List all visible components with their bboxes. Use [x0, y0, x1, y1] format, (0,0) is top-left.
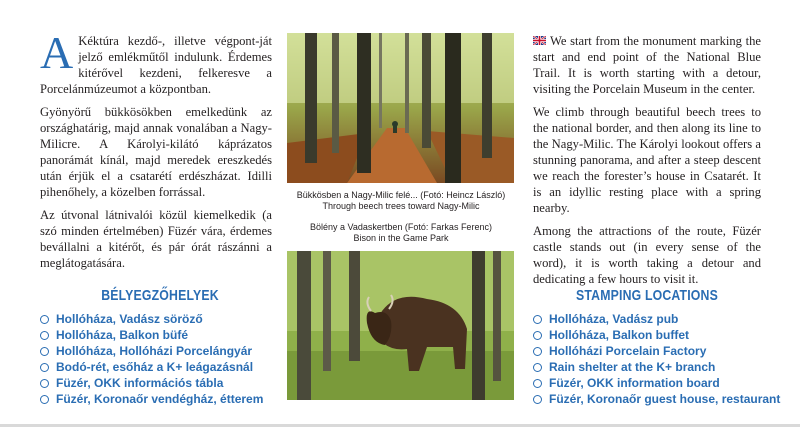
- hungarian-text-column: [40, 27, 272, 278]
- stamp-location-item: [533, 391, 780, 407]
- en-paragraph-1: [533, 33, 761, 97]
- en-paragraph-1-text: We start from the monument marking the start and end point of the National Blue Trail. It is worth starting with a detour, visiting the Porcelain Museum in the center.: [533, 34, 761, 96]
- hu-paragraph-2: Gyönyörű bükkösökben emelkedünk az országhatárig, majd annak vonalában a Nagy-Milicre. A Károlyi-kilátó káprázatos panorámát kínál, majd meredek ereszkedés után érjük el a csatarétí erdészházat. Idilli pihenőhely, a közelben forrással.: [40, 105, 272, 199]
- stamp-location-label: Füzér, Koronaőr vendégház, étterem: [56, 392, 264, 406]
- stamp-location-item: [40, 391, 263, 407]
- photo1-caption-en: Through beech trees toward Nagy-Milic: [322, 201, 480, 211]
- photo2-caption-hu: Bölény a Vadaskertben (Fotó: Farkas Ferenc): [310, 222, 492, 232]
- circle-bullet-icon: [533, 379, 542, 388]
- circle-bullet-icon: [533, 395, 542, 404]
- stamp-location-label: Rain shelter at the K+ branch: [549, 360, 716, 374]
- circle-bullet-icon: [533, 331, 542, 340]
- stamp-location-label: Hollóháza, Balkon buffet: [549, 328, 690, 342]
- stamp-location-item: [533, 327, 780, 343]
- en-stamps-list: [533, 311, 780, 407]
- stamp-location-item: [533, 359, 780, 375]
- circle-bullet-icon: [533, 347, 542, 356]
- en-paragraph-2: We climb through beautiful beech trees to the national border, and then along its line to the Nagy-Milic. The Károlyi lookout offers a stunning panorama, and after a steep descent we reach the forester’s house in Csatarét. It is an idyllic resting place with a spring nearby.: [533, 105, 761, 215]
- stamp-location-label: Hollóháza, Hollóházi Porcelángyár: [56, 344, 253, 358]
- stamp-location-item: [40, 327, 263, 343]
- uk-flag-icon: [533, 36, 546, 45]
- hu-paragraph-1-text: Kéktúra kezdő-, illetve végpont-ját jelző emlékműtől indulunk. Érdemes kitérővel kezdeni, felkeresve a Porcelánmúzeumot a központban.: [40, 34, 272, 96]
- stamp-location-item: [533, 375, 780, 391]
- en-stamps-heading: STAMPING LOCATIONS: [576, 287, 718, 304]
- stamp-location-label: Füzér, Koronaőr guest house, restaurant: [549, 392, 781, 406]
- photo2-caption: [276, 222, 526, 244]
- stamp-location-label: Hollóháza, Vadász söröző: [56, 312, 203, 326]
- hu-paragraph-1: [40, 27, 272, 97]
- stamp-location-label: Bodó-rét, esőház a K+ leágazásnál: [56, 360, 254, 374]
- forest-path-photo: [287, 33, 514, 183]
- stamp-location-item: [40, 311, 263, 327]
- circle-bullet-icon: [40, 331, 49, 340]
- bottom-divider: [0, 424, 800, 427]
- circle-bullet-icon: [40, 347, 49, 356]
- circle-bullet-icon: [40, 315, 49, 324]
- drop-cap: A: [40, 27, 74, 78]
- hu-paragraph-3: Az útvonal látnivalói közül kiemelkedik (a szó minden értelmében) Füzér vára, érdemes bevállalni a kitérőt, és pár órát rászánni a meglátogatására.: [40, 208, 272, 270]
- circle-bullet-icon: [533, 363, 542, 372]
- circle-bullet-icon: [40, 395, 49, 404]
- circle-bullet-icon: [533, 315, 542, 324]
- photo1-caption-hu: Bükkösben a Nagy-Milic felé... (Fotó: Heincz László): [296, 190, 506, 200]
- stamp-location-label: Füzér, OKK information board: [549, 376, 720, 390]
- stamp-location-item: [40, 375, 263, 391]
- stamp-location-item: [40, 359, 263, 375]
- stamp-location-label: Hollóháza, Vadász pub: [549, 312, 679, 326]
- stamp-location-item: [40, 343, 263, 359]
- stamp-location-item: [533, 343, 780, 359]
- circle-bullet-icon: [40, 379, 49, 388]
- en-paragraph-3: Among the attractions of the route, Füzér castle stands out (in every sense of the word), it is worth taking a detour and dedicating a few hours to visit it.: [533, 224, 761, 286]
- stamp-location-label: Hollóháza, Balkon büfé: [56, 328, 189, 342]
- stamp-location-item: [533, 311, 780, 327]
- bison-photo: [287, 251, 514, 400]
- hu-stamps-list: [40, 311, 263, 407]
- english-text-column: [533, 33, 761, 294]
- stamp-location-label: Füzér, OKK információs tábla: [56, 376, 224, 390]
- photo1-caption: [276, 190, 526, 212]
- stamp-location-label: Hollóházi Porcelain Factory: [549, 344, 707, 358]
- photo2-caption-en: Bison in the Game Park: [353, 233, 449, 243]
- circle-bullet-icon: [40, 363, 49, 372]
- hu-stamps-heading: BÉLYEGZŐHELYEK: [101, 287, 219, 304]
